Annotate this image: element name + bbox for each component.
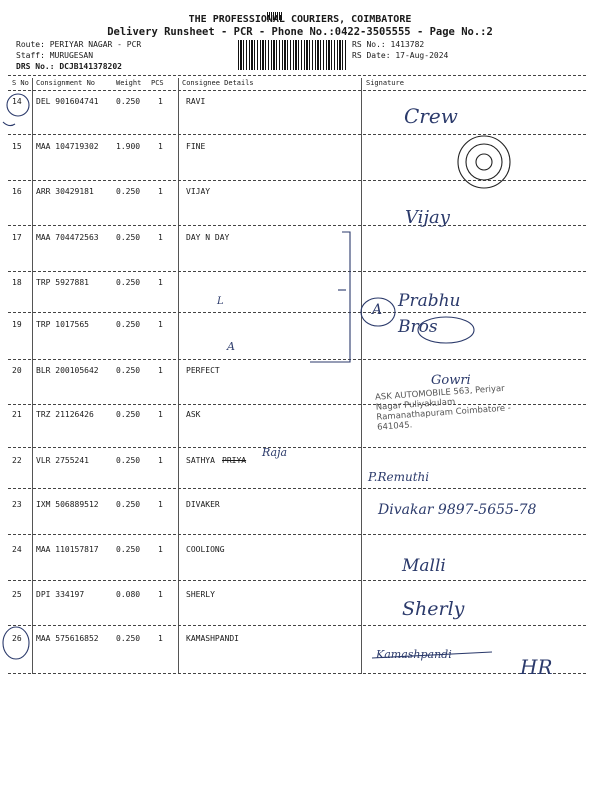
row-weight: 1.900 [116,142,141,151]
row-pcs: 1 [158,545,163,554]
row-pcs: 1 [158,142,163,151]
row-pcs: 1 [158,97,163,106]
row-consignee: DIVAKER [186,500,220,509]
row-sno: 15 [12,142,22,151]
row-weight: 0.250 [116,456,141,465]
row-sno: 18 [12,278,22,287]
company-title: THE PROFESSIONAL COURIERS, COIMBATORE [188,14,412,25]
signature-kamashpandi: Kamashpandi [376,648,452,661]
row-weight: 0.250 [116,545,141,554]
signature-ravi: Crew [404,104,458,128]
row-sno: 19 [12,320,22,329]
runsheet-title: Delivery Runsheet - PCR - Phone No.:0422-3505555 - Page No.:2 [107,26,493,38]
row-separator [8,180,586,181]
row-separator [8,580,586,581]
row-pcs: 1 [158,500,163,509]
row-consignment: MAA 704472563 [36,233,99,242]
row-weight: 0.250 [116,233,141,242]
row-weight: 0.250 [116,320,141,329]
row-weight: 0.250 [116,97,141,106]
row-separator [8,447,586,448]
row-separator [8,359,586,360]
row-weight: 0.250 [116,410,141,419]
row-consignee: PERFECT [186,366,220,375]
row-consignment: IXM 506889512 [36,500,99,509]
pen-mark: A [227,340,235,353]
row-sno: 26 [12,634,22,643]
row-sno: 14 [12,97,22,106]
col-signature: Signature [366,79,404,87]
row-consignee: ASK [186,410,201,419]
row-separator [8,625,586,626]
row-weight: 0.250 [116,634,141,643]
row-pcs: 1 [158,278,163,287]
struck-name: PRIYA [222,456,247,465]
handwritten-raja: Raja [262,446,288,459]
row-separator [8,673,586,674]
row-pcs: 1 [158,233,163,242]
row-sno: 20 [12,366,22,375]
row-consignment: TRZ 21126426 [36,410,94,419]
table-row [0,451,600,497]
row-pcs: 1 [158,590,163,599]
row-pcs: 1 [158,187,163,196]
row-consignee: DAY N DAY [186,233,230,242]
table-row [0,315,600,361]
drs-text: DRS No.: DCJB141378202 [16,62,122,71]
row-consignee: RAVI [186,97,206,106]
row-pcs: 1 [158,410,163,419]
row-sno: 17 [12,233,22,242]
signature-gowri: Gowri [431,373,471,388]
staff-text: Staff: MURUGESAN [16,51,94,60]
row-separator [8,271,586,272]
header-bottom-rule [8,90,586,91]
row-pcs: 1 [158,366,163,375]
row-consignment: TRP 5927881 [36,278,89,287]
row-sno: 22 [12,456,22,465]
signature-prabhu-bros: Prabhu Bros [398,291,461,337]
row-pcs: 1 [158,634,163,643]
company-stamp: ASK AUTOMOBILE 563, Periyar Nagar Puliyakulam Ramanathapuram Coimbatore - 641045. [374,383,512,433]
row-consignee: SATHYA [186,456,215,465]
col-pcs: PCS [151,79,164,87]
row-sno: 16 [12,187,22,196]
row-weight: 0.250 [116,187,141,196]
row-consignment: DPI 334197 [36,590,85,599]
row-consignee: COOLIONG [186,545,225,554]
row-consignment: ARR 30429181 [36,187,94,196]
row-weight: 0.080 [116,590,141,599]
row-separator [8,534,586,535]
row-sno: 24 [12,545,22,554]
pen-mark: L [217,296,224,307]
row-pcs: 1 [158,456,163,465]
row-consignment: MAA 104719302 [36,142,99,151]
rs-number: RS No.: 1413782 [352,40,425,49]
table-row [0,228,600,274]
pen-mark: A [372,302,383,318]
row-separator [8,134,586,135]
row-separator [8,488,586,489]
col-weight: Weight [116,79,142,87]
row-pcs: 1 [158,320,163,329]
row-separator [8,312,586,313]
row-consignment: BLR 200105642 [36,366,99,375]
row-sno: 25 [12,590,22,599]
row-weight: 0.250 [116,366,141,375]
barcode [238,40,346,70]
row-consignment: MAA 110157817 [36,545,99,554]
row-consignee: VIJAY [186,187,211,196]
header-top-rule [8,75,586,76]
row-consignee: SHERLY [186,590,215,599]
signature-vijay: Vijay [405,207,450,228]
row-sno: 23 [12,500,22,509]
table-row [0,182,600,228]
signature-hr: HR [520,655,553,679]
col-consignee: Consignee Details [182,79,254,87]
row-consignment: DEL 901604741 [36,97,99,106]
rs-date: RS Date: 17-Aug-2024 [352,51,449,60]
row-consignment: TRP 1017565 [36,320,89,329]
signature-divakar: Divakar 9897-5655-78 [378,502,537,518]
row-weight: 0.250 [116,278,141,287]
col-sno: S No [12,79,29,87]
row-consignment: VLR 2755241 [36,456,89,465]
route-text: Route: PERIYAR NAGAR - PCR [16,40,142,49]
signature-sherly: Sherly [402,598,465,620]
row-consignee: KAMASHPANDI [186,634,239,643]
row-sno: 21 [12,410,22,419]
row-consignee: FINE [186,142,206,151]
signature-remuthi: P.Remuthi [368,470,430,484]
signature-malli: Malli [402,556,446,576]
row-separator [8,225,586,226]
table-row [0,629,600,675]
row-weight: 0.250 [116,500,141,509]
table-row [0,137,600,183]
col-consignment: Consignment No [36,79,96,87]
table-row [0,92,600,138]
row-consignment: MAA 575616852 [36,634,99,643]
